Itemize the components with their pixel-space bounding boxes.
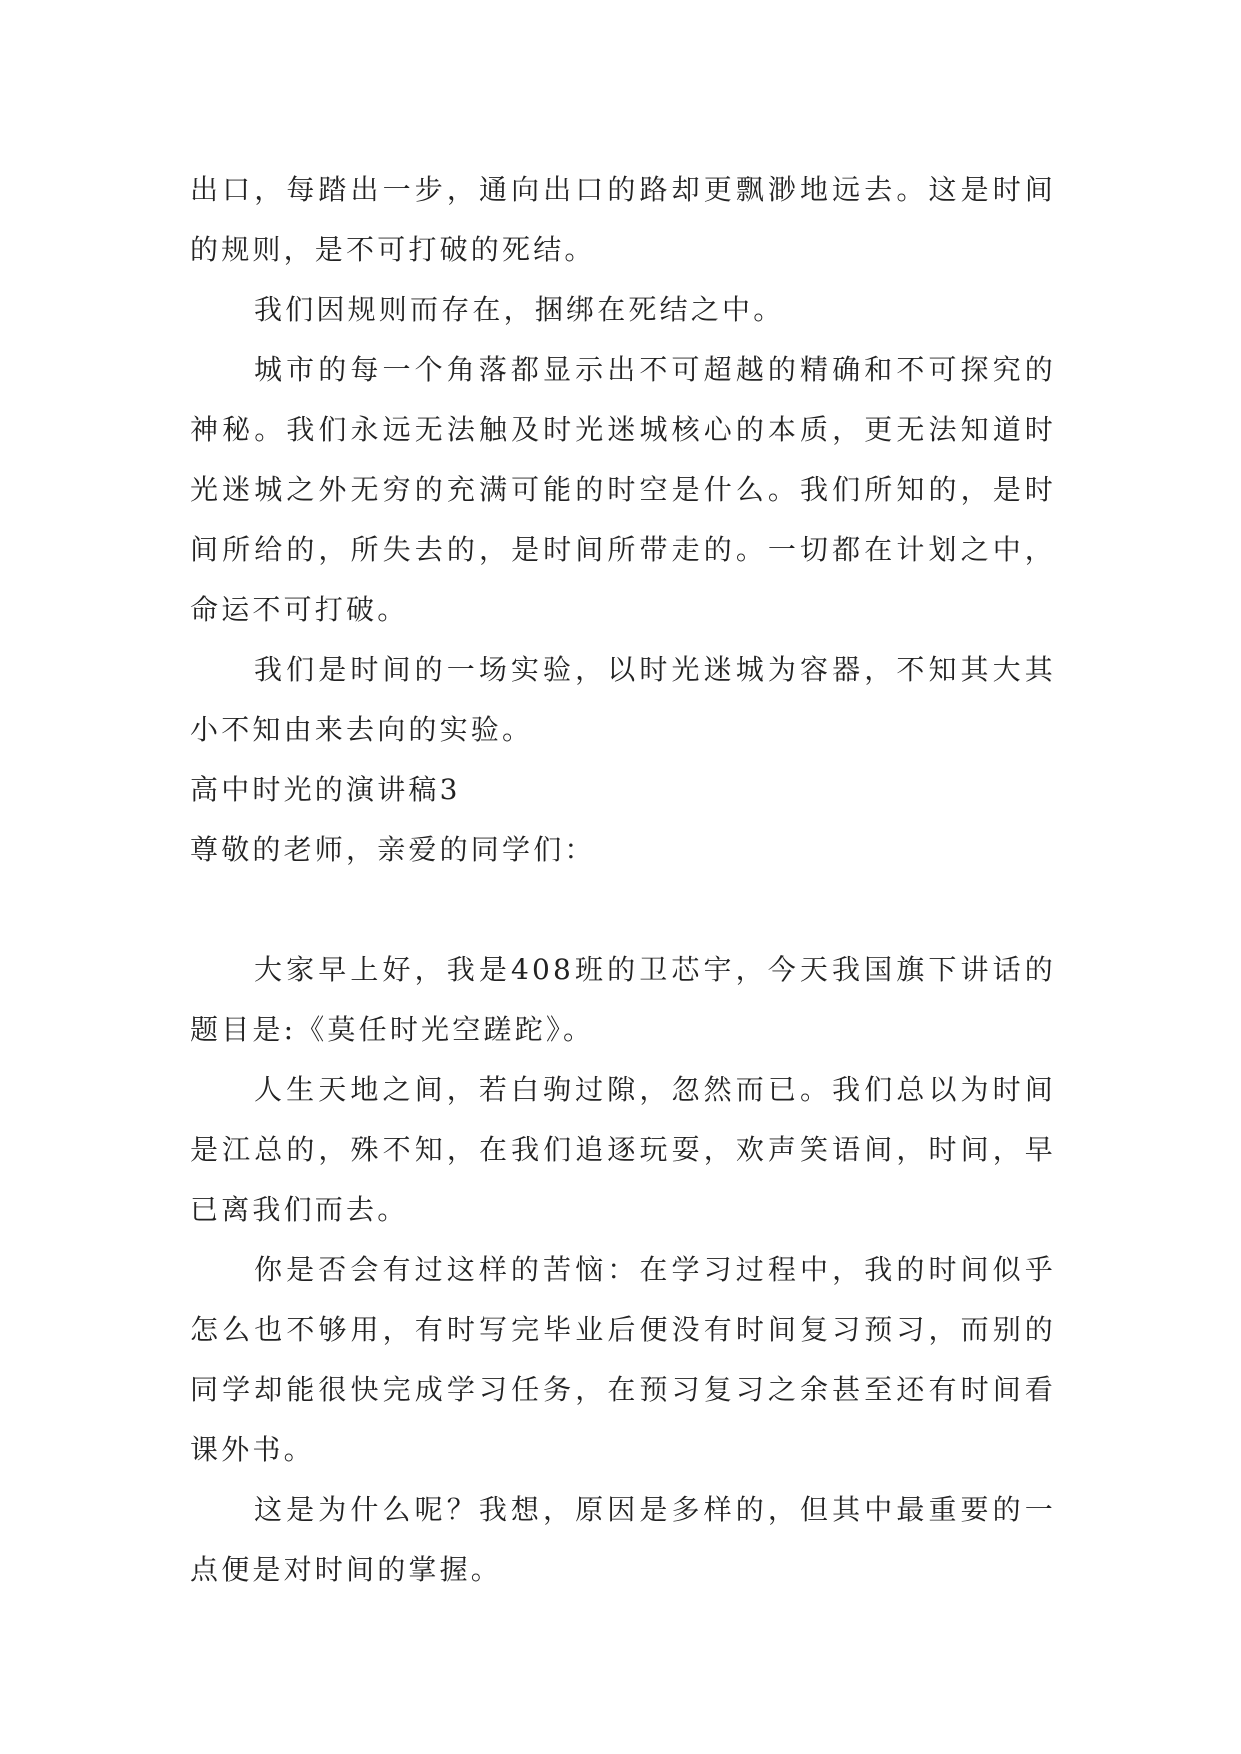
- paragraph: 我们是时间的一场实验，以时光迷城为容器，不知其大其小不知由来去向的实验。: [190, 653, 1056, 746]
- paragraph: 人生天地之间，若白驹过隙，忽然而已。我们总以为时间是江总的，殊不知，在我们追逐玩耍，欢声笑语间，时间，早已离我们而去。: [190, 1073, 1056, 1226]
- paragraph: 城市的每一个角落都显示出不可超越的精确和不可探究的神秘。我们永远无法触及时光迷城核心的本质，更无法知道时光迷城之外无穷的充满可能的时空是什么。我们所知的，是时间所给的，所失去的，是时间所带走的。一切都在计划之中，命运不可打破。: [190, 353, 1056, 626]
- document-body: [190, 160, 1056, 1600]
- section-title: 高中时光的演讲稿3: [190, 773, 461, 806]
- paragraph: 我们因规则而存在，捆绑在死结之中。: [254, 293, 785, 326]
- paragraph: 大家早上好，我是408班的卫芯宇，今天我国旗下讲话的题目是:《莫任时光空蹉跎》。: [190, 953, 1056, 1046]
- paragraph: 你是否会有过这样的苦恼：在学习过程中，我的时间似乎怎么也不够用，有时写完毕业后便没有时间复习预习，而别的同学却能很快完成学习任务，在预习复习之余甚至还有时间看课外书。: [190, 1253, 1056, 1466]
- paragraph-continued: 出口，每踏出一步，通向出口的路却更飘渺地远去。这是时间的规则，是不可打破的死结。: [190, 173, 1056, 266]
- salutation: 尊敬的老师，亲爱的同学们：: [190, 833, 596, 866]
- paragraph: 这是为什么呢？我想，原因是多样的，但其中最重要的一点便是对时间的掌握。: [190, 1493, 1056, 1586]
- blank-line: [190, 880, 1056, 940]
